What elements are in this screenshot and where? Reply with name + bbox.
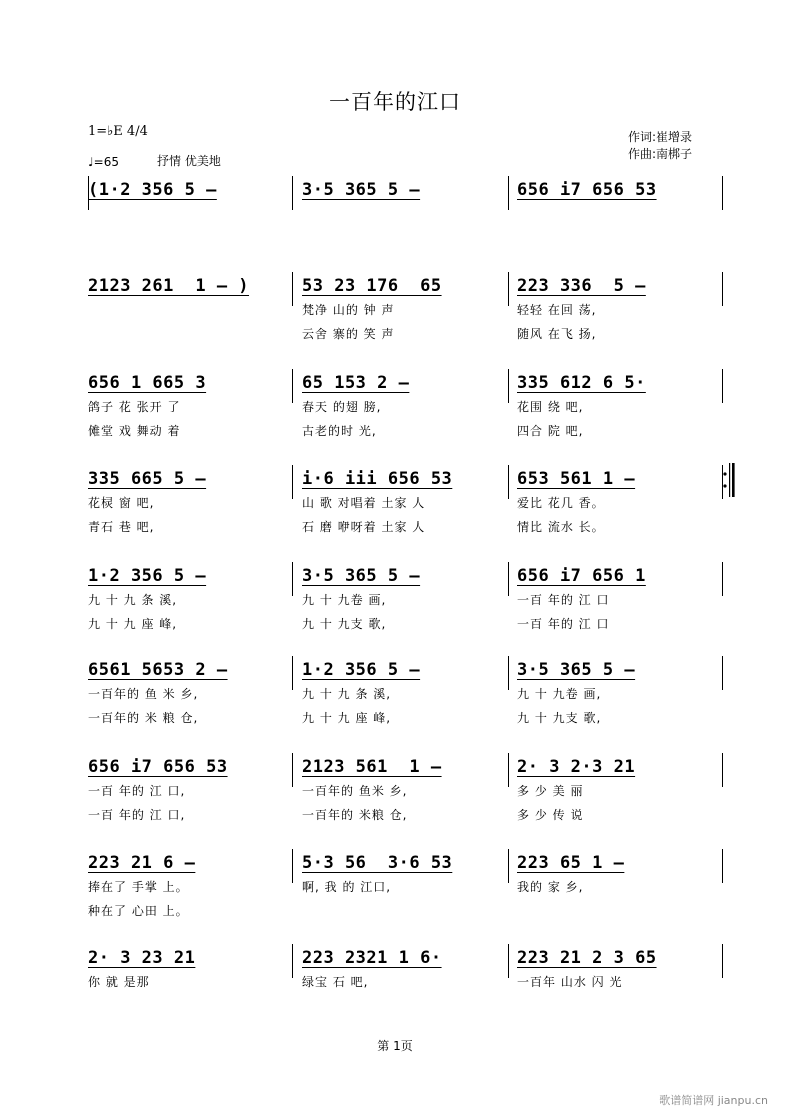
measure-notes: 1·2 356 5 –	[88, 566, 207, 586]
lyric-verse-2: 九 十 九支 歌,	[302, 617, 387, 631]
lyric-verse-2: 一百 年的 江 口	[517, 617, 610, 631]
barline	[508, 656, 509, 690]
barline	[292, 944, 293, 978]
barline	[292, 656, 293, 690]
barline	[508, 369, 509, 403]
measure-notes: i·6 iii 656 53	[302, 469, 453, 489]
lyric-verse-1: 一百年 山水 闪 光	[517, 975, 623, 989]
barline	[508, 753, 509, 787]
lyric-verse-2: 九 十 九 座 峰,	[302, 711, 392, 725]
watermark: 歌谱简谱网 jianpu.cn	[659, 1094, 768, 1107]
barline	[292, 272, 293, 306]
lyric-verse-1: 九 十 九 条 溪,	[88, 593, 178, 607]
measure-notes: 2123 261 1 – )	[88, 276, 250, 296]
song-title: 一百年的江口	[329, 90, 461, 114]
measure-notes: 3·5 365 5 –	[302, 180, 421, 200]
page-number: 第 1页	[377, 1039, 413, 1053]
lyric-verse-1: 花棂 窗 吧,	[88, 496, 155, 510]
lyric-verse-2: 情比 流水 长。	[517, 520, 605, 534]
measure-notes: 5·3 56 3·6 53	[302, 853, 453, 873]
lyric-verse-1: 鸽子 花 张开 了	[88, 400, 181, 414]
measure-notes: 335 665 5 –	[88, 469, 207, 489]
lyric-verse-2: 古老的时 光,	[302, 424, 377, 438]
barline	[508, 176, 509, 210]
lyric-verse-1: 多 少 美 丽	[517, 784, 584, 798]
measure-notes: 656 i7 656 53	[517, 180, 657, 200]
lyric-verse-2: 傩堂 戏 舞动 着	[88, 424, 181, 438]
barline	[508, 562, 509, 596]
barline	[508, 465, 509, 499]
lyric-verse-2: 九 十 九 座 峰,	[88, 617, 178, 631]
lyric-verse-2: 多 少 传 说	[517, 808, 584, 822]
measure-notes: 53 23 176 65	[302, 276, 442, 296]
barline	[292, 176, 293, 210]
lyric-verse-1: 山 歌 对唱着 土家 人	[302, 496, 426, 510]
lyric-verse-1: 轻轻 在回 荡,	[517, 303, 597, 317]
barline	[722, 562, 723, 596]
lyric-verse-2: 石 磨 咿呀着 土家 人	[302, 520, 426, 534]
measure-notes: 223 336 5 –	[517, 276, 646, 296]
barline	[722, 849, 723, 883]
lyric-verse-1: 爱比 花几 香。	[517, 496, 605, 510]
measure-notes: 223 65 1 –	[517, 853, 625, 873]
key-signature: 1=♭E 4/4	[88, 124, 148, 139]
barline	[722, 176, 723, 210]
measure-notes: 223 2321 1 6·	[302, 948, 442, 968]
lyric-verse-2: 一百 年的 江 口,	[88, 808, 186, 822]
lyric-verse-1: 春天 的翅 膀,	[302, 400, 382, 414]
barline	[292, 369, 293, 403]
barline	[292, 849, 293, 883]
lyric-verse-2: 青石 巷 吧,	[88, 520, 155, 534]
lyric-verse-1: 我的 家 乡,	[517, 880, 584, 894]
lyric-verse-1: 九 十 九卷 画,	[302, 593, 387, 607]
lyric-verse-1: 绿宝 石 吧,	[302, 975, 369, 989]
lyric-verse-1: 一百年的 鱼米 乡,	[302, 784, 408, 798]
end-repeat-sign	[722, 463, 736, 497]
measure-notes: 65 153 2 –	[302, 373, 410, 393]
lyric-verse-1: 捧在了 手掌 上。	[88, 880, 189, 894]
lyric-verse-1: 你 就 是那	[88, 975, 150, 989]
measure-notes: 223 21 2 3 65	[517, 948, 657, 968]
measure-notes: 2· 3 23 21	[88, 948, 196, 968]
lyric-verse-2: 云舍 寨的 笑 声	[302, 327, 395, 341]
barline	[722, 656, 723, 690]
lyric-verse-1: 梵净 山的 钟 声	[302, 303, 395, 317]
tempo-marking: ♩=65	[88, 155, 119, 169]
lyric-verse-1: 一百 年的 江 口	[517, 593, 610, 607]
measure-notes: 2123 561 1 –	[302, 757, 442, 777]
lyric-verse-1: 一百 年的 江 口,	[88, 784, 186, 798]
lyric-verse-1: 啊, 我 的 江口,	[302, 880, 392, 894]
measure-notes: 656 1 665 3	[88, 373, 207, 393]
measure-notes: 2· 3 2·3 21	[517, 757, 636, 777]
lyric-verse-1: 九 十 九卷 画,	[517, 687, 602, 701]
barline	[722, 369, 723, 403]
barline	[292, 562, 293, 596]
lyric-verse-2: 种在了 心田 上。	[88, 904, 189, 918]
lyric-verse-1: 一百年的 鱼 米 乡,	[88, 687, 199, 701]
barline	[292, 753, 293, 787]
measure-notes: 3·5 365 5 –	[517, 660, 636, 680]
barline	[292, 465, 293, 499]
barline	[508, 272, 509, 306]
barline	[722, 944, 723, 978]
lyric-verse-2: 一百年的 米 粮 仓,	[88, 711, 199, 725]
measure-notes: 223 21 6 –	[88, 853, 196, 873]
measure-notes: 656 i7 656 53	[88, 757, 228, 777]
measure-notes: 656 i7 656 1	[517, 566, 646, 586]
measure-notes: 653 561 1 –	[517, 469, 636, 489]
lyric-verse-1: 九 十 九 条 溪,	[302, 687, 392, 701]
composer-credit: 作曲:南梆子	[628, 147, 693, 161]
lyric-verse-2: 四合 院 吧,	[517, 424, 584, 438]
barline	[508, 849, 509, 883]
lyric-verse-1: 花围 绕 吧,	[517, 400, 584, 414]
lyric-verse-2: 九 十 九支 歌,	[517, 711, 602, 725]
measure-notes: 3·5 365 5 –	[302, 566, 421, 586]
barline	[722, 753, 723, 787]
barline	[508, 944, 509, 978]
lyric-verse-2: 一百年的 米粮 仓,	[302, 808, 408, 822]
barline	[722, 272, 723, 306]
measure-notes: 335 612 6 5·	[517, 373, 646, 393]
measure-notes: 6561 5653 2 –	[88, 660, 228, 680]
lyricist-credit: 作词:崔增录	[628, 130, 693, 144]
measure-notes: (1·2 356 5 –	[88, 180, 217, 200]
measure-notes: 1·2 356 5 –	[302, 660, 421, 680]
expression-marking: 抒情 优美地	[157, 154, 221, 168]
lyric-verse-2: 随风 在飞 扬,	[517, 327, 597, 341]
